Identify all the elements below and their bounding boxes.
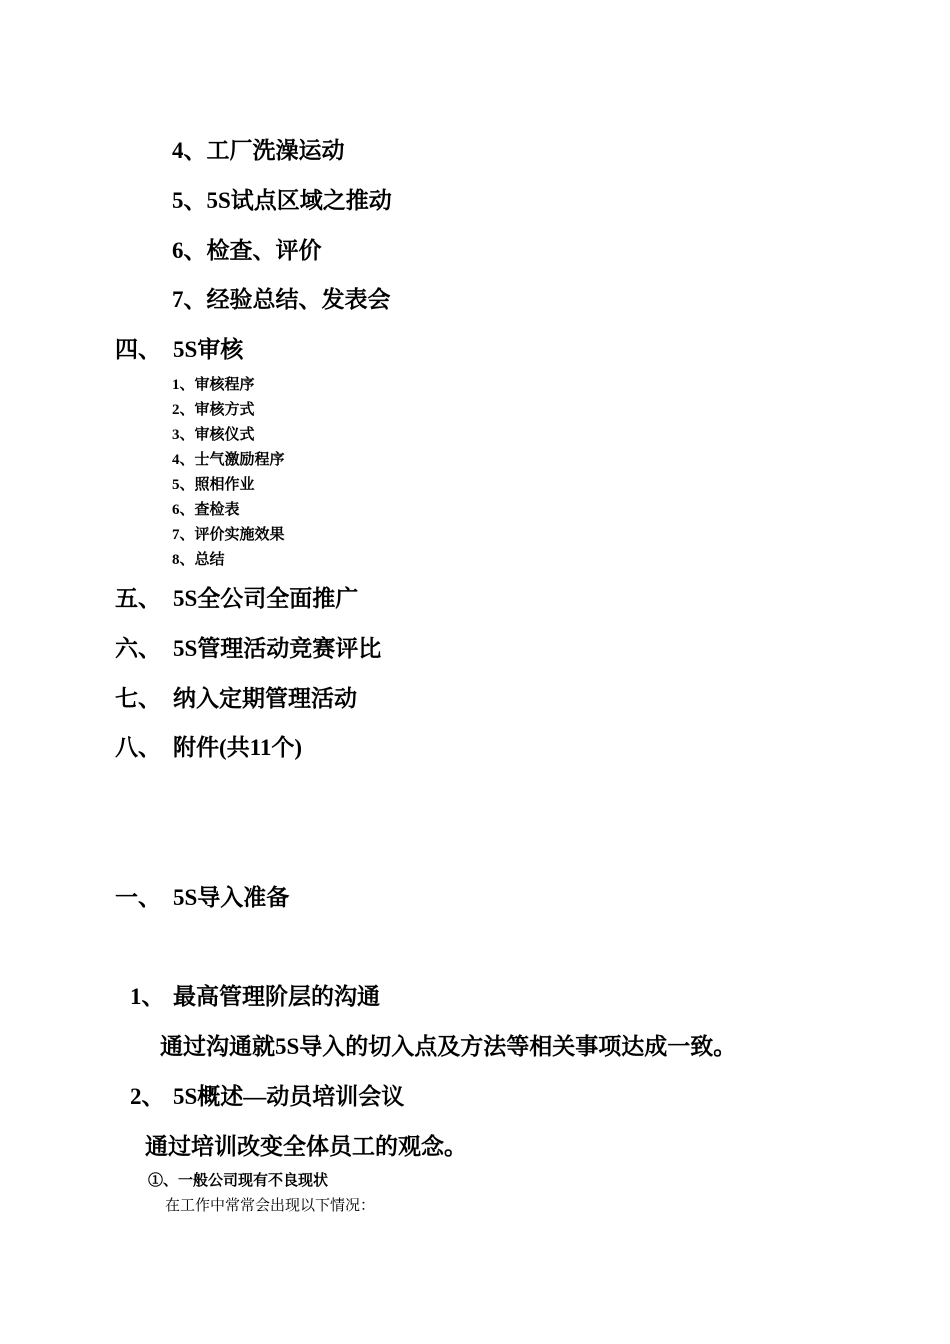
chapter-title: 5S导入准备 [173, 885, 290, 910]
section-heading-6 [115, 637, 381, 660]
step-item: 6、检查、评价 [172, 238, 322, 263]
subsection-description: 通过沟通就5S导入的切入点及方法等相关事项达成一致。 [160, 1034, 737, 1059]
audit-item: 8、总结 [172, 552, 225, 568]
step-item: 7、经验总结、发表会 [172, 287, 391, 312]
subsection-heading-2 [130, 1085, 404, 1108]
step-item: 5、5S试点区域之推动 [172, 188, 392, 213]
chapter-heading [115, 886, 289, 909]
audit-item: 4、士气激励程序 [172, 452, 285, 468]
audit-item: 5、照相作业 [172, 477, 255, 493]
subsection-number: 2、 [130, 1084, 165, 1109]
step-item: 4、工厂洗澡运动 [172, 138, 345, 163]
subsection-title: 5S概述—动员培训会议 [173, 1084, 405, 1109]
audit-item: 6、查检表 [172, 502, 240, 518]
sub-point-title: ①、一般公司现有不良现状 [148, 1173, 329, 1189]
subsection-title: 最高管理阶层的沟通 [173, 984, 380, 1009]
audit-item: 3、审核仪式 [172, 427, 255, 443]
subsection-description: 通过培训改变全体员工的观念。 [145, 1134, 467, 1159]
audit-item: 2、审核方式 [172, 402, 255, 418]
section-heading-5 [115, 587, 358, 610]
subsection-heading-1 [130, 985, 380, 1008]
sub-point-text: 在工作中常常会出现以下情况： [165, 1198, 376, 1214]
section-title: 5S全公司全面推广 [173, 586, 359, 611]
section-number: 五、 [115, 586, 161, 611]
section-number: 八、 [115, 735, 161, 760]
section-title: 纳入定期管理活动 [173, 686, 357, 711]
chapter-number: 一、 [115, 885, 161, 910]
subsection-number: 1、 [130, 984, 165, 1009]
section-number: 七、 [115, 686, 161, 711]
audit-item: 1、审核程序 [172, 377, 255, 393]
section-number: 四、 [115, 337, 161, 362]
section-number: 六、 [115, 636, 161, 661]
section-heading-7 [115, 687, 357, 710]
audit-item: 7、评价实施效果 [172, 527, 285, 543]
section-heading-4 [115, 338, 243, 361]
section-heading-8 [115, 736, 302, 759]
section-title: 附件(共11个) [173, 735, 303, 760]
section-title: 5S管理活动竞赛评比 [173, 636, 382, 661]
section-title: 5S审核 [173, 337, 244, 362]
